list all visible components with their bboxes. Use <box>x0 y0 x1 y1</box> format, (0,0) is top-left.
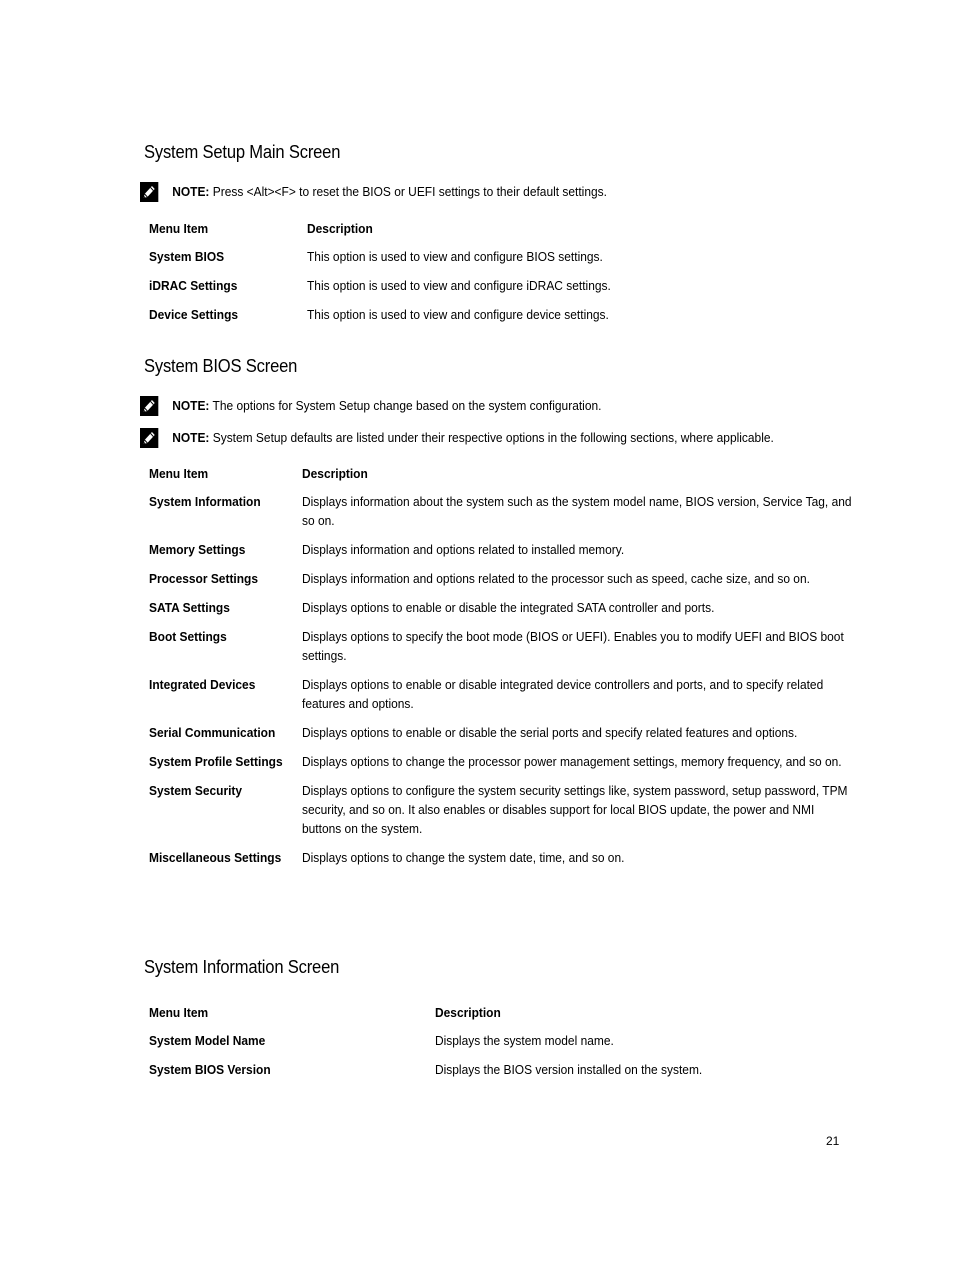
menu-item-name: System Profile Settings <box>149 754 283 769</box>
table-row <box>145 848 906 877</box>
menu-table-information <box>145 1003 729 1089</box>
note-text: Press <Alt><F> to reset the BIOS or UEFI settings to their default settings. <box>209 184 607 199</box>
menu-item-description: This option is used to view and configure BIOS settings. <box>307 249 603 264</box>
menu-item-name: Integrated Devices <box>149 677 256 692</box>
table-row <box>145 627 906 675</box>
table-row <box>145 598 906 627</box>
menu-item-name: Device Settings <box>149 307 239 322</box>
menu-item-description: Displays information about the system such as the system model name, BIOS version, Service Tag, and so on. <box>302 494 852 528</box>
header-description: Description <box>302 466 369 481</box>
table-row <box>145 781 906 848</box>
menu-item-name: Memory Settings <box>149 542 246 557</box>
table-row <box>145 540 906 569</box>
menu-item-description: Displays options to enable or disable the integrated SATA controller and ports. <box>302 600 715 615</box>
header-menu-item: Menu Item <box>149 221 209 236</box>
pencil-note-icon <box>140 182 158 202</box>
note-text: The options for System Setup change based on the system configuration. <box>209 398 602 413</box>
header-menu-item: Menu Item <box>149 466 209 481</box>
menu-item-description: This option is used to view and configure device settings. <box>307 307 609 322</box>
menu-item-description: Displays options to change the processor power management settings, memory frequency, and so on. <box>302 754 842 769</box>
menu-item-name: System BIOS <box>149 249 225 264</box>
table-row <box>145 675 906 723</box>
table-row <box>145 752 906 781</box>
menu-item-name: iDRAC Settings <box>149 278 238 293</box>
menu-item-description: Displays information and options related to installed memory. <box>302 542 625 557</box>
menu-item-name: Serial Communication <box>149 725 276 740</box>
menu-item-description: This option is used to view and configure iDRAC settings. <box>307 278 611 293</box>
note-label: NOTE: <box>172 398 210 413</box>
section-title-system-information-screen: System Information Screen <box>144 957 340 977</box>
note-label: NOTE: <box>172 430 210 445</box>
table-row <box>145 247 641 276</box>
table-row <box>145 276 641 305</box>
menu-item-name: Boot Settings <box>149 629 227 644</box>
table-header <box>145 1003 729 1031</box>
note-text: System Setup defaults are listed under their respective options in the following sections, where applicable. <box>209 430 774 445</box>
header-description: Description <box>307 221 373 236</box>
menu-item-name: System Security <box>149 783 243 798</box>
pencil-note-icon <box>140 396 158 416</box>
menu-item-description: Displays options to enable or disable integrated device controllers and ports, and to specify related features and options. <box>302 677 824 711</box>
menu-table-main <box>145 219 641 334</box>
menu-item-description: Displays the system model name. <box>435 1033 614 1048</box>
table-row <box>145 1031 729 1060</box>
menu-item-description: Displays options to configure the system security settings like, system password, setup password, TPM security, and so on. It also enables or disables support for local BIOS update, the power and NMI buttons on the system. <box>302 783 848 836</box>
menu-item-name: Miscellaneous Settings <box>149 850 282 865</box>
table-row <box>145 723 906 752</box>
table-header <box>145 464 906 492</box>
menu-item-name: System Model Name <box>149 1033 266 1048</box>
table-row <box>145 492 906 540</box>
menu-item-name: SATA Settings <box>149 600 230 615</box>
menu-item-name: System Information <box>149 494 261 509</box>
section-title-system-setup-main-screen: System Setup Main Screen <box>144 142 341 162</box>
table-row <box>145 305 641 334</box>
menu-item-name: Processor Settings <box>149 571 259 586</box>
header-menu-item: Menu Item <box>149 1005 209 1020</box>
menu-item-description: Displays options to change the system date, time, and so on. <box>302 850 625 865</box>
table-row <box>145 1060 729 1089</box>
header-description: Description <box>435 1005 501 1020</box>
menu-item-description: Displays options to specify the boot mode (BIOS or UEFI). Enables you to modify UEFI and BIOS boot settings. <box>302 629 844 663</box>
pencil-note-icon <box>140 428 158 448</box>
menu-item-description: Displays the BIOS version installed on the system. <box>435 1062 703 1077</box>
section-title-system-bios-screen: System BIOS Screen <box>144 356 298 376</box>
menu-item-description: Displays information and options related to the processor such as speed, cache size, and so on. <box>302 571 811 586</box>
page-number: 21 <box>826 1134 840 1148</box>
table-row <box>145 569 906 598</box>
note-label: NOTE: <box>172 184 210 199</box>
menu-table-bios <box>145 464 906 877</box>
menu-item-description: Displays options to enable or disable the serial ports and specify related features and options. <box>302 725 798 740</box>
table-header <box>145 219 641 247</box>
menu-item-name: System BIOS Version <box>149 1062 271 1077</box>
